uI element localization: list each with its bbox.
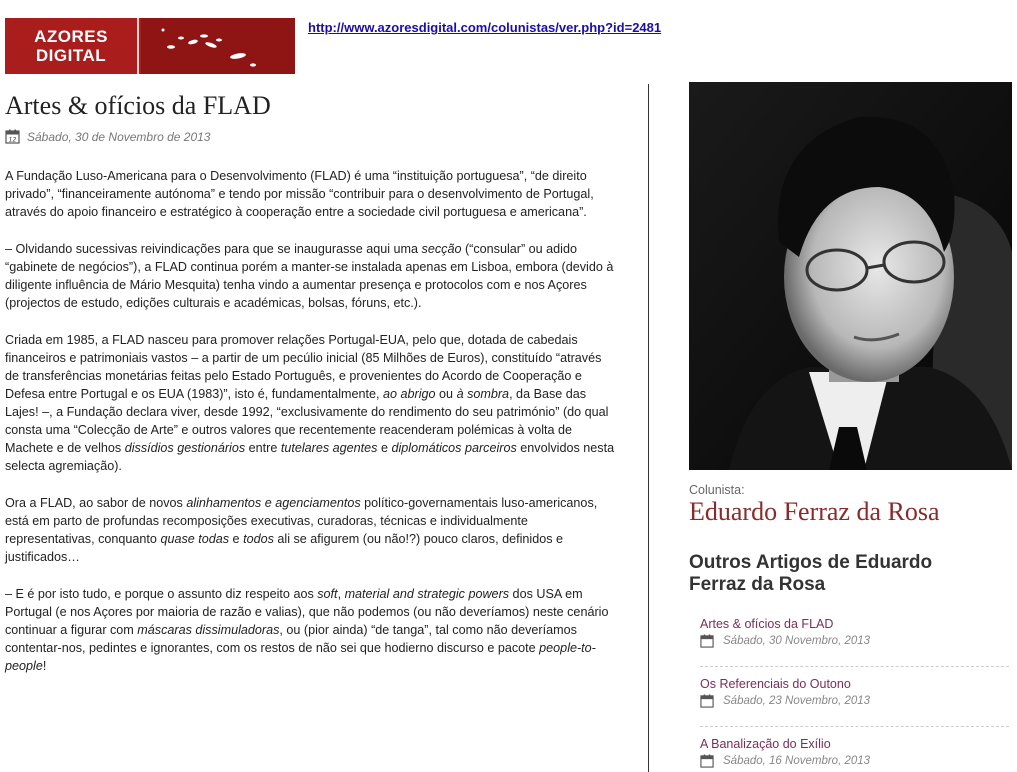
calendar-icon xyxy=(700,754,714,768)
author-photo xyxy=(689,82,1012,470)
other-article-date-row xyxy=(700,694,1009,708)
other-articles-heading: Outros Artigos de Eduardo Ferraz da Rosa xyxy=(689,552,933,595)
other-article-item[interactable] xyxy=(700,617,1009,648)
emphasis-text: todos xyxy=(243,532,274,546)
other-article-date: Sábado, 30 Novembro, 2013 xyxy=(723,635,871,647)
paragraph-text: e xyxy=(377,441,392,455)
azores-islands-icon xyxy=(141,18,295,74)
paragraph-text: político-governamentais luso-americanos, está em parto de profundas recomposições executivas, curadoras, técnicas e individualmente representativas, conquanto xyxy=(5,496,598,546)
paragraph-text: ! xyxy=(42,659,47,673)
article-date-row xyxy=(5,129,210,144)
paragraph-text: Ora a FLAD, ao sabor de novos xyxy=(5,496,187,510)
logo-divider xyxy=(137,18,139,74)
emphasis-text: dissídios gestionários xyxy=(124,441,246,455)
paragraph-text: , ou (pior ainda) “de tanga”, tal como não deveríamos contentar-nos, pedintes e ignorantes, com os restos de não sei que hodierno discurso e pacote xyxy=(5,623,577,655)
paragraph-text: (“consular” ou adido “gabinete de negócios”), a FLAD continua porém a manter-se instalada apenas em Lisboa, embora (devido à diligente influência de Mário Mesquita) tenha vindo a aumentar presença e protocolos com e nos Açores (projectos de estudo, edições culturais e académicas, bolsas, fóruns, etc.). xyxy=(5,242,614,310)
article-paragraph xyxy=(5,585,615,675)
emphasis-text: tutelares agentes xyxy=(280,441,378,455)
emphasis-text: ao abrigo xyxy=(383,387,436,401)
article-body xyxy=(5,167,615,694)
other-article-title[interactable]: Os Referenciais do Outono xyxy=(700,677,851,691)
calendar-icon xyxy=(700,694,714,708)
paragraph-text: A Fundação Luso-Americana para o Desenvolvimento (FLAD) é uma “instituição portuguesa”, “de direito privado”, “financeiramente autónoma” e tendo por missão “contribuir para o desenvolvimento de Portugal, através do apoio financeiro e estratégico à cooperação entre a sociedade civil portuguesa e americana”. xyxy=(5,169,594,219)
article-paragraph xyxy=(5,494,615,566)
paragraph-text: entre xyxy=(245,441,281,455)
article-separator xyxy=(700,666,1009,667)
colunista-name[interactable]: Eduardo Ferraz da Rosa xyxy=(689,497,940,526)
logo-text-line1: AZORES xyxy=(34,27,108,46)
emphasis-text: soft xyxy=(317,587,338,601)
calendar-icon xyxy=(5,129,20,144)
paragraph-text: envolvidos nesta selecta agremiação). xyxy=(5,441,615,473)
logo-wordmark xyxy=(5,18,137,74)
emphasis-text: people-to-people xyxy=(5,641,596,673)
article-title: Artes & ofícios da FLAD xyxy=(5,91,271,120)
paragraph-text: , xyxy=(337,587,345,601)
emphasis-text: quase todas xyxy=(160,532,230,546)
article-paragraph xyxy=(5,167,615,221)
emphasis-text: secção xyxy=(421,242,462,256)
svg-text:12: 12 xyxy=(8,136,17,144)
other-article-item[interactable] xyxy=(700,677,1009,708)
calendar-icon xyxy=(700,634,714,648)
emphasis-text: alinhamentos e agenciamentos xyxy=(186,496,361,510)
other-article-date-row xyxy=(700,754,1009,768)
article-separator xyxy=(700,726,1009,727)
paragraph-text: dos USA em Portugal (e nos Açores por maioria de razão e valias), que não podemos (ou não deveríamos) neste cenário continuar a figurar com xyxy=(5,587,609,637)
paragraph-text: , da Base das Lajes! –, a Fundação declara viver, desde 1992, “exclusivamente do rendimento do seu património” (do qual consta uma “Colecção de Arte” e outros valores que recentemente reacenderam polémicas à volta de Machete e de velhos xyxy=(5,387,609,455)
paragraph-text: ou xyxy=(435,387,457,401)
paragraph-text: ali se afigurem (ou não!?) pouco claros, definidos e justificados… xyxy=(5,532,564,564)
emphasis-text: máscaras dissimuladoras xyxy=(137,623,280,637)
article-paragraph xyxy=(5,240,615,312)
other-article-item[interactable] xyxy=(700,737,1009,768)
other-article-date: Sábado, 23 Novembro, 2013 xyxy=(723,695,871,707)
paragraph-text: – E é por isto tudo, e porque o assunto diz respeito aos xyxy=(5,587,318,601)
other-article-title[interactable]: A Banalização do Exílio xyxy=(700,737,831,751)
site-logo[interactable] xyxy=(5,18,295,74)
emphasis-text: material and strategic powers xyxy=(344,587,510,601)
other-article-date-row xyxy=(700,634,1009,648)
article-paragraph xyxy=(5,331,615,475)
article-date: Sábado, 30 de Novembro de 2013 xyxy=(27,129,211,144)
logo-text-line2: DIGITAL xyxy=(35,46,107,65)
source-url-link[interactable]: http://www.azoresdigital.com/colunistas/ver.php?id=2481 xyxy=(308,20,662,35)
column-divider xyxy=(648,84,649,772)
colunista-label: Colunista: xyxy=(689,483,745,497)
emphasis-text: diplomáticos parceiros xyxy=(391,441,517,455)
paragraph-text: e xyxy=(229,532,244,546)
other-article-date: Sábado, 16 Novembro, 2013 xyxy=(723,755,871,767)
other-article-title[interactable]: Artes & ofícios da FLAD xyxy=(700,617,834,631)
emphasis-text: à sombra xyxy=(456,387,510,401)
paragraph-text: – Olvidando sucessivas reivindicações para que se inaugurasse aqui uma xyxy=(5,242,422,256)
paragraph-text: Criada em 1985, a FLAD nasceu para promover relações Portugal-EUA, pelo que, dotada de cabedais financeiros e patrimoniais vastos – a partir de um pecúlio inicial (85 Milhões de Euros), constituído “através de transferências monetárias feitas pelo Estado Português, e provenientes do Acordo de Cooperação e Defesa entre Portugal e os EUA (1983)”, isto é, fundamentalmente, xyxy=(5,333,602,401)
